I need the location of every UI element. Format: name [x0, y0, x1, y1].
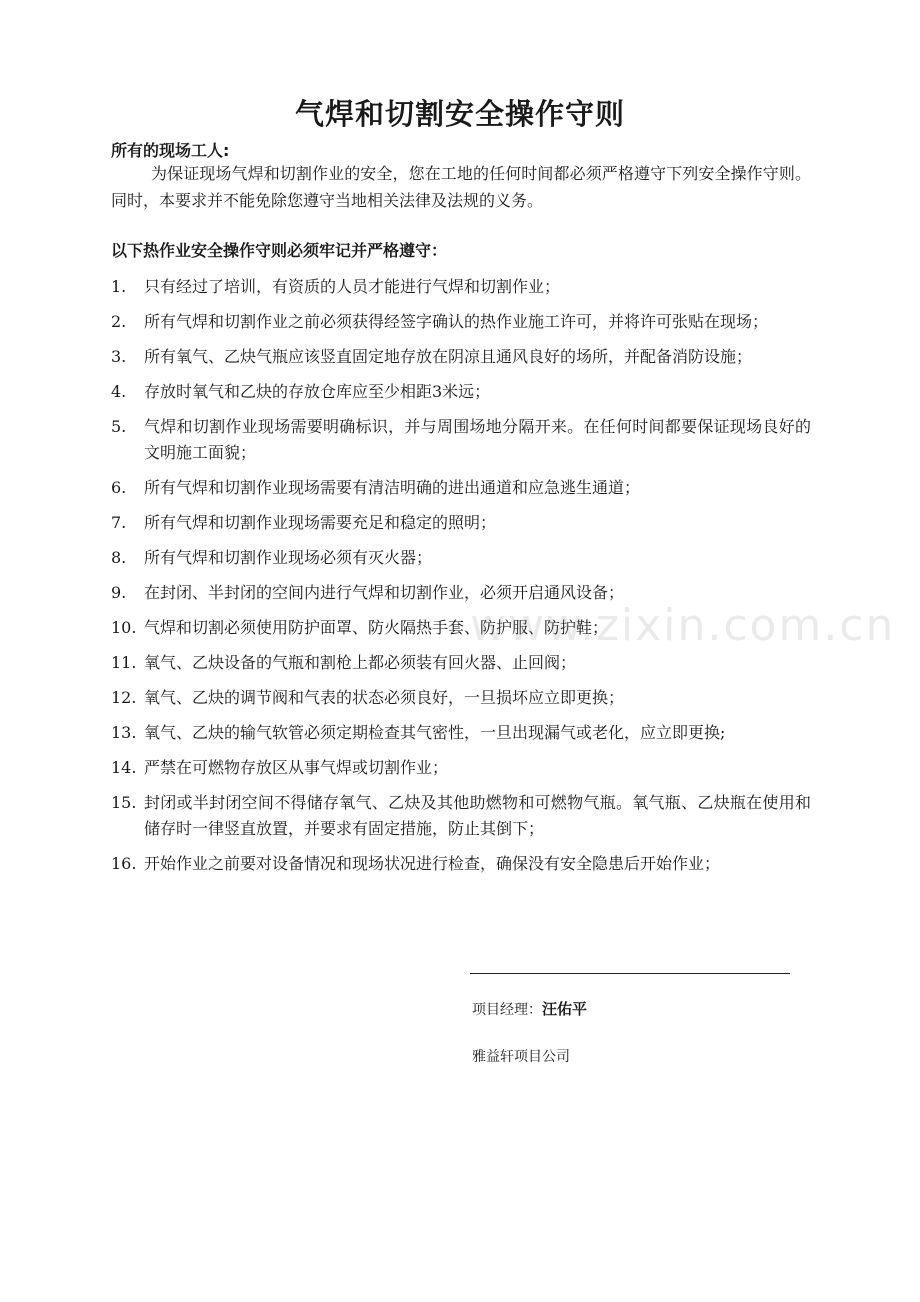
rule-text: 所有气焊和切割作业之前必须获得经签字确认的热作业施工许可，并将许可张贴在现场；: [144, 312, 769, 331]
rule-number: 6.: [111, 478, 127, 497]
rule-text: 所有气焊和切割作业现场需要充足和稳定的照明；: [144, 513, 497, 532]
watermark: www.zixin.com.cn: [470, 600, 896, 651]
addressee: 所有的现场工人:: [111, 141, 230, 160]
rule-item: [111, 510, 811, 536]
rule-item: [111, 615, 811, 641]
rule-number: 8.: [111, 548, 127, 567]
rule-text: 只有经过了培训，有资质的人员才能进行气焊和切割作业；: [144, 277, 561, 296]
rules-list: [111, 274, 811, 886]
rule-number: 14.: [111, 758, 137, 777]
rule-text: 氧气、乙炔的调节阀和气表的状态必须良好，一旦损坏应立即更换；: [144, 688, 625, 707]
rule-item: [111, 545, 811, 571]
rule-text: 存放时氧气和乙炔的存放仓库应至少相距3米远；: [144, 382, 491, 401]
rule-text: 在封闭、半封闭的空间内进行气焊和切割作业，必须开启通风设备；: [144, 583, 625, 602]
rule-number: 10.: [111, 618, 137, 637]
rule-item: [111, 720, 811, 746]
rule-number: 16.: [111, 854, 137, 873]
rule-text: 封闭或半封闭空间不得储存氧气、乙炔及其他助燃物和可燃物气瓶。氧气瓶、乙炔瓶在使用和储存时一律竖直放置，并要求有固定措施，防止其倒下；: [144, 793, 811, 838]
rule-text: 氧气、乙炔的输气软管必须定期检查其气密性，一旦出现漏气或老化，应立即更换;: [144, 723, 726, 742]
rule-number: 11.: [111, 653, 137, 672]
document-title: 气焊和切割安全操作守则: [294, 97, 625, 131]
rule-item: [111, 309, 811, 335]
manager-label: 项目经理：: [472, 1002, 542, 1018]
rule-number: 4.: [111, 382, 127, 401]
signature-line: [470, 973, 790, 974]
rule-item: [111, 650, 811, 676]
rule-item: [111, 851, 811, 877]
rule-text: 开始作业之前要对设备情况和现场状况进行检查，确保没有安全隐患后开始作业；: [144, 854, 721, 873]
rule-number: 2.: [111, 312, 127, 331]
rule-text: 所有氧气、乙炔气瓶应该竖直固定地存放在阴凉且通风良好的场所，并配备消防设施；: [144, 347, 753, 366]
rule-text: 气焊和切割作业现场需要明确标识，并与周围场地分隔开来。在任何时间都要保证现场良好的文明施工面貌；: [144, 417, 811, 462]
rule-number: 5.: [111, 417, 127, 436]
rule-item: [111, 274, 811, 300]
rule-item: [111, 580, 811, 606]
intro-paragraph: 为保证现场气焊和切割作业的安全，您在工地的任何时间都必须严格遵守下列安全操作守则。同时，本要求并不能免除您遵守当地相关法律及法规的义务。: [111, 164, 811, 210]
rule-item: [111, 685, 811, 711]
rule-number: 15.: [111, 793, 137, 812]
rule-item: [111, 379, 811, 405]
rule-item: [111, 755, 811, 781]
rule-item: [111, 475, 811, 501]
rule-item: [111, 414, 811, 466]
rule-number: 1.: [111, 277, 127, 296]
rule-text: 所有气焊和切割作业现场必须有灭火器；: [144, 548, 433, 567]
rule-item: [111, 344, 811, 370]
manager-signature: [472, 998, 587, 1019]
rule-number: 13.: [111, 723, 137, 742]
rule-text: 所有气焊和切割作业现场需要有清洁明确的进出通道和应急逃生通道；: [144, 478, 641, 497]
rule-text: 严禁在可燃物存放区从事气焊或切割作业；: [144, 758, 449, 777]
rule-number: 12.: [111, 688, 137, 707]
rule-item: [111, 790, 811, 842]
rule-text: 氧气、乙炔设备的气瓶和割枪上都必须装有回火器、止回阀；: [144, 653, 577, 672]
rule-number: 9.: [111, 583, 127, 602]
rule-text: 气焊和切割必须使用防护面罩、防火隔热手套、防护服、防护鞋；: [144, 618, 609, 637]
manager-name: 汪佑平: [542, 1000, 588, 1018]
section-heading: 以下热作业安全操作守则必须牢记并严格遵守：: [111, 241, 448, 260]
rule-number: 3.: [111, 347, 127, 366]
company-name: 雅益轩项目公司: [472, 1049, 570, 1065]
rule-number: 7.: [111, 513, 127, 532]
